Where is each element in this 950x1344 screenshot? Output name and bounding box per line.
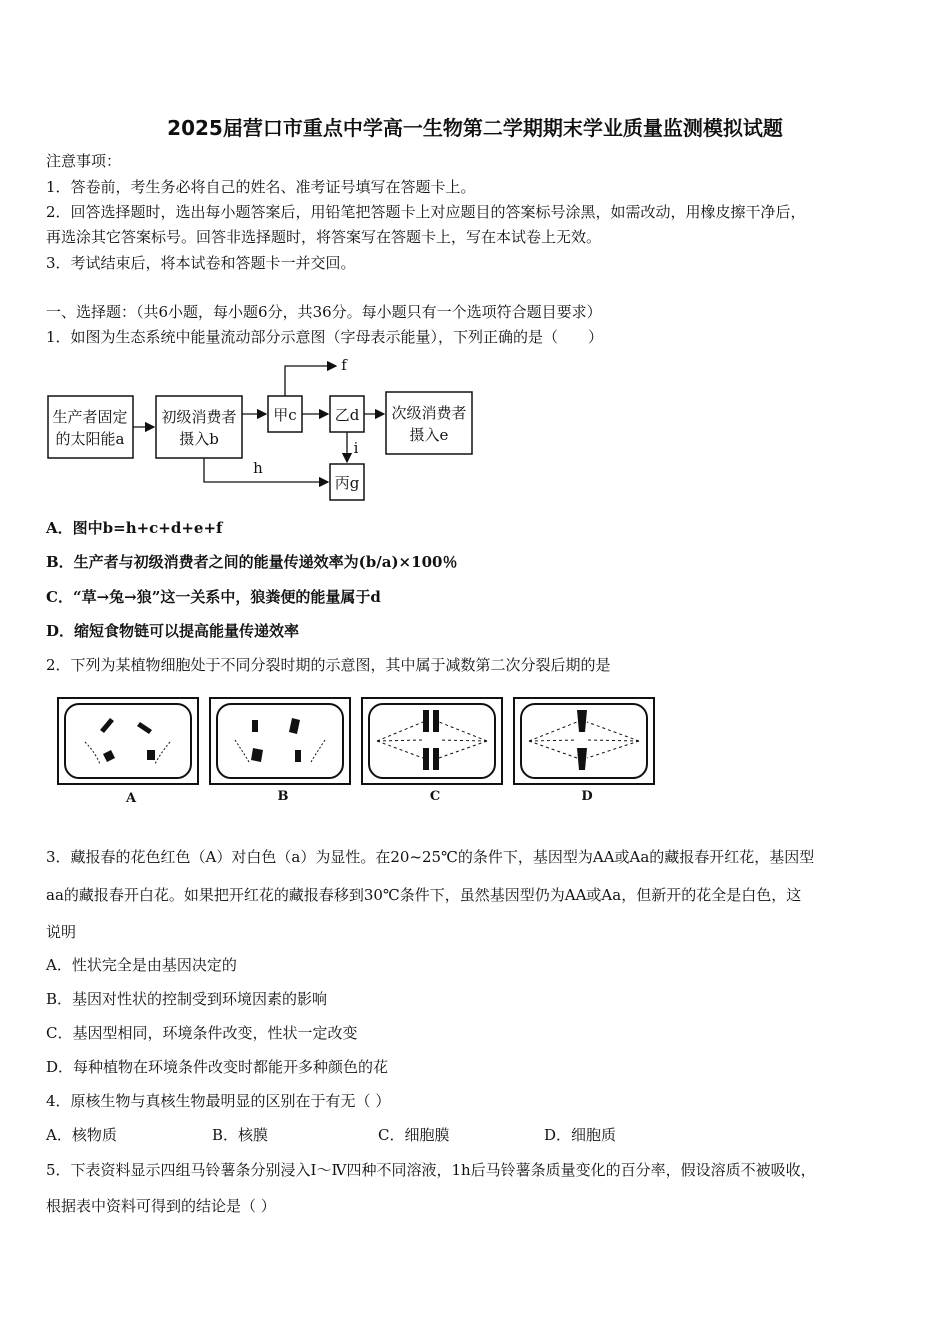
q1-option-c: C．“草→兔→狼”这一关系中，狼粪便的能量属于d [46, 588, 381, 606]
notice-item: 1．答卷前，考生务必将自己的姓名、准考证号填写在答题卡上。 [46, 178, 476, 196]
secondary-label: 摄入e [409, 426, 449, 444]
cell-label-a: A [125, 791, 137, 806]
producer-box [48, 396, 133, 458]
section-heading: 一、选择题：（共6小题，每小题6分，共36分。每小题只有一个选项符合题目要求） [46, 303, 602, 321]
q4-stem: 4．原核生物与真核生物最明显的区别在于有无（ ） [46, 1092, 391, 1110]
secondary-consumer-box [386, 392, 472, 454]
cell-c [362, 698, 502, 784]
cell-d [514, 698, 654, 784]
notice-heading: 注意事项： [46, 152, 122, 170]
primary-label: 初级消费者 [161, 408, 237, 426]
q5-line: 5．下表资料显示四组马铃薯条分别浸入Ⅰ～Ⅳ四种不同溶液，1h后马铃薯条质量变化的百分率，假设溶质不被吸收， [46, 1161, 816, 1179]
yi-label: 乙d [334, 406, 360, 424]
bing-label: 丙g [334, 474, 360, 492]
cell-b [210, 698, 350, 784]
primary-consumer-box [156, 396, 242, 458]
q3-line: 3．藏报春的花色红色（A）对白色（a）为显性。在20~25℃的条件下，基因型为AA或Aa的藏报春开红花，基因型 [46, 848, 815, 866]
primary-label: 摄入b [179, 430, 219, 448]
cell-label-d: D [581, 789, 593, 804]
notice-item: 再选涂其它答案标号。回答非选择题时，将答案写在答题卡上，写在本试卷上无效。 [46, 228, 602, 246]
q4-options [46, 1125, 710, 1145]
q1-option-a: A．图中b=h+c+d+e+f [46, 519, 223, 537]
q3-option-c: C．基因型相同，环境条件改变，性状一定改变 [46, 1024, 358, 1042]
q3-line: 说明 [46, 923, 77, 941]
q1-option-d: D．缩短食物链可以提高能量传递效率 [46, 622, 300, 640]
q5-line: 根据表中资料可得到的结论是（ ） [46, 1197, 276, 1215]
energy-flow-diagram [46, 352, 486, 507]
q4-option-b: B．核膜 [212, 1126, 269, 1144]
q3-line: aa的藏报春开白花。如果把开红花的藏报春移到30℃条件下，虽然基因型仍为AA或Aa，但新开的花全是白色，这 [46, 886, 802, 904]
q1-stem: 1．如图为生态系统中能量流动部分示意图（字母表示能量），下列正确的是（ ） [46, 328, 604, 346]
notice-item: 2．回答选择题时，选出每小题答案后，用铅笔把答题卡上对应题目的答案标号涂黑，如需改动，用橡皮擦干净后， [46, 203, 806, 221]
q2-stem: 2．下列为某植物细胞处于不同分裂时期的示意图，其中属于减数第二次分裂后期的是 [46, 656, 611, 674]
cell-a [58, 698, 198, 784]
q3-option-d: D．每种植物在环境条件改变时都能开多种颜色的花 [46, 1058, 389, 1076]
q4-option-d: D．细胞质 [544, 1126, 617, 1144]
h-label: h [253, 459, 263, 477]
q4-option-c: C．细胞膜 [378, 1126, 450, 1144]
notice-item: 3．考试结束后，将本试卷和答题卡一并交回。 [46, 254, 356, 272]
f-label: f [341, 356, 347, 374]
cell-label-b: B [277, 789, 289, 804]
producer-label: 的太阳能a [55, 430, 125, 448]
producer-label: 生产者固定 [52, 408, 128, 426]
q3-option-a: A．性状完全是由基因决定的 [46, 956, 237, 974]
jia-label: 甲c [273, 406, 297, 424]
cell-division-figure [55, 692, 655, 810]
i-label: i [353, 439, 359, 457]
secondary-label: 次级消费者 [391, 404, 467, 422]
q3-option-b: B．基因对性状的控制受到环境因素的影响 [46, 990, 328, 1008]
q1-option-b: B．生产者与初级消费者之间的能量传递效率为(b/a)×100％ [46, 553, 458, 571]
q4-option-a: A．核物质 [46, 1126, 117, 1144]
cell-label-c: C [429, 789, 441, 804]
page-title: 2025届营口市重点中学高一生物第二学期期末学业质量监测模拟试题 [167, 116, 783, 140]
